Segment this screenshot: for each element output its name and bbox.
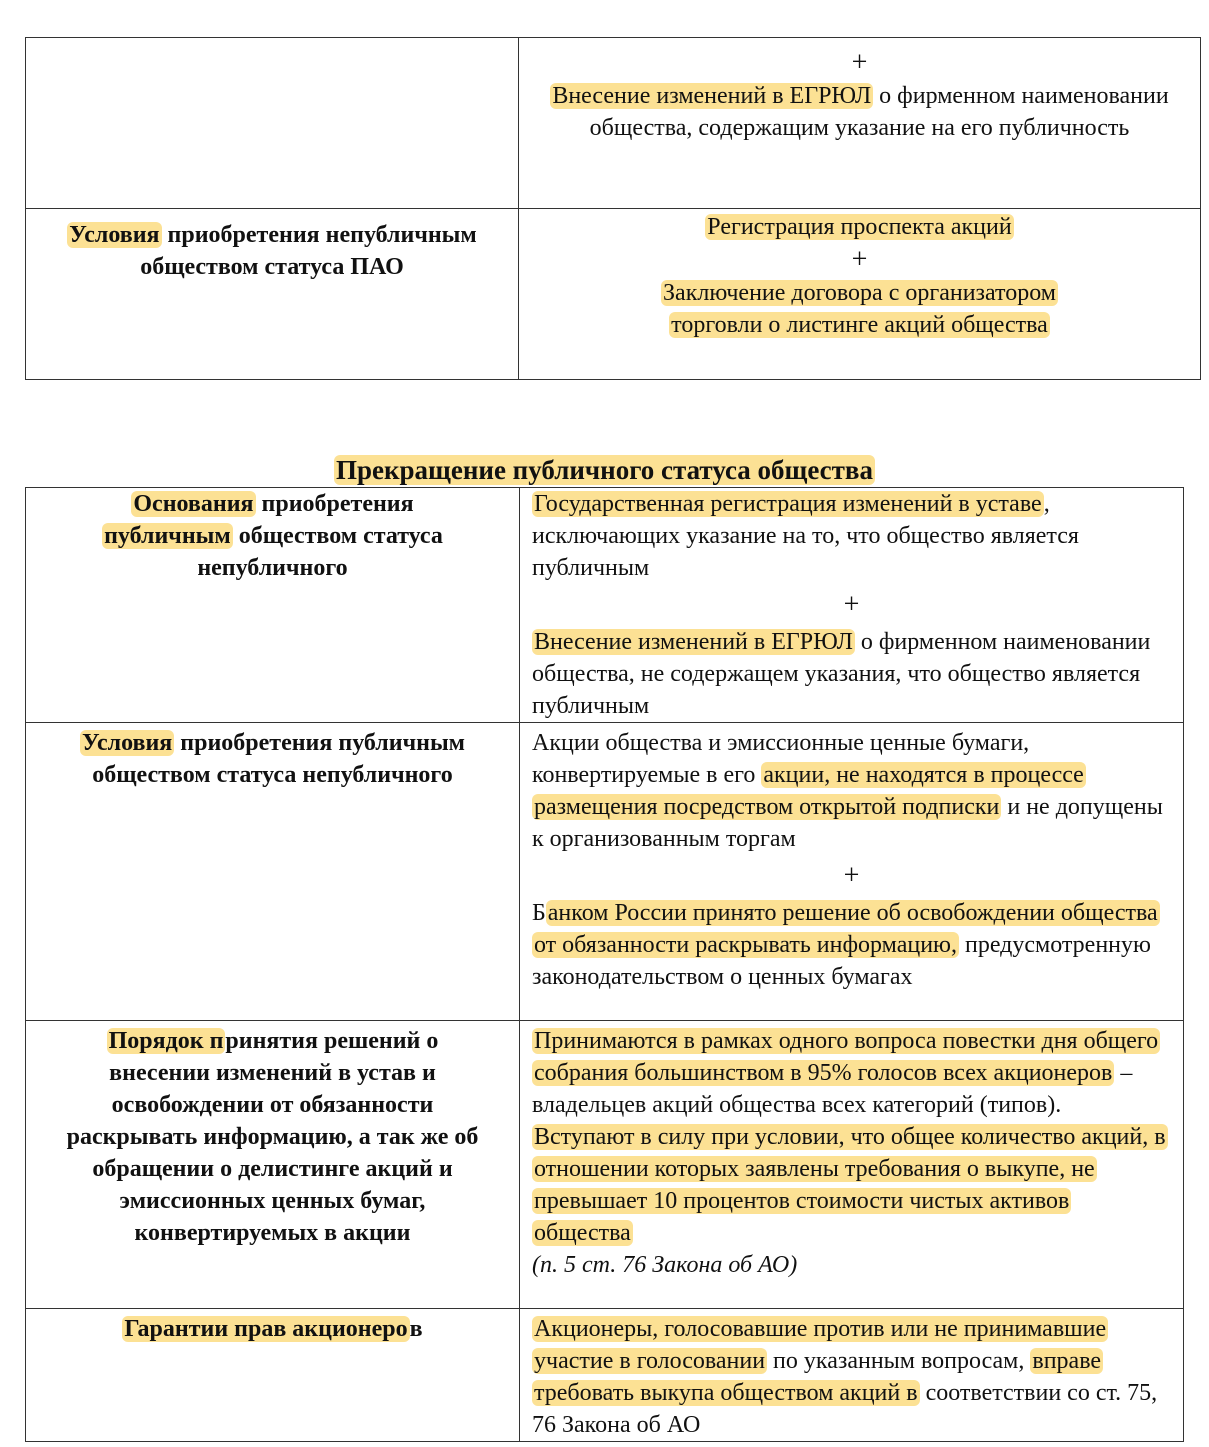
highlighted-text: Порядок п (108, 1028, 224, 1054)
cell-text: предусмотренную законодательством о ценных бумагах (532, 932, 1151, 990)
table-row (26, 1021, 1184, 1309)
table-row (26, 38, 1201, 209)
cell-text: – владельцев акций общества всех категорий (типов). (532, 1060, 1133, 1118)
cell-text: Б (532, 900, 546, 926)
cell-text: по указанным вопросам, (767, 1348, 1031, 1374)
cell-text: , исключающих указание на то, что общество является публичным (532, 491, 1079, 581)
plus-sign: + (851, 47, 868, 78)
table-cell (519, 209, 1201, 380)
cell-text: в (409, 1316, 423, 1342)
cell-text: ринятия решений о внесении изменений в устав и освобождении от обязанности раскрывать информацию, а так же об обращении о делистинге акций и эмиссионных ценных бумаг, конвертируемых в акции (66, 1028, 479, 1246)
table-cell (520, 1309, 1184, 1442)
plus-sign: + (851, 244, 868, 275)
section-title (0, 452, 1209, 488)
cell-text: соответствии со ст. 75, 76 Закона об АО (532, 1380, 1158, 1438)
cell-text: обществом статуса непубличного (197, 523, 443, 581)
highlighted-text: Вступают в силу при условии, что общее количество акций, в отношении которых заявлены требования о выкупе, не превышает 10 процентов стоимости чистых активов общества (534, 1124, 1166, 1246)
table-cell (26, 488, 520, 723)
highlighted-text: Гарантии прав акционеро (124, 1316, 408, 1342)
cell-text: и не допущены к организованным торгам (532, 794, 1163, 852)
table-row (26, 1309, 1184, 1442)
cell-text: о фирменном наименовании общества, содержащим указание на его публичность (589, 83, 1169, 141)
table-cell (520, 1021, 1184, 1309)
highlighted-text: акции, не находятся в процессе размещения посредством открытой подписки (534, 762, 1084, 820)
table-cell-empty (26, 38, 519, 209)
highlighted-text: Акционеры, голосовавшие против или не принимавшие участие в голосовании (534, 1316, 1107, 1374)
table-cell (520, 723, 1184, 1021)
highlighted-text: Условия (81, 730, 173, 756)
table-row (26, 488, 1184, 723)
table-cell (26, 209, 519, 380)
cell-text: приобретения публичным обществом статуса непубличного (92, 730, 466, 788)
table-row (26, 723, 1184, 1021)
cell-text: о фирменном наименовании общества, не содержащем указания, что общество является публичным (532, 629, 1151, 719)
plus-sign: + (843, 589, 860, 620)
highlighted-text: публичным (104, 523, 231, 549)
law-reference: (п. 5 ст. 76 Закона об АО) (532, 1252, 798, 1278)
plus-sign: + (843, 860, 860, 891)
highlighted-text: Основания (133, 491, 254, 517)
highlighted-text: Внесение изменений в ЕГРЮЛ (534, 629, 853, 655)
cell-text: приобретения непубличным обществом статуса ПАО (140, 222, 477, 280)
highlighted-text: Принимаются в рамках одного вопроса повестки дня общего собрания большинством в 95% голосов всех акционеров (534, 1028, 1159, 1086)
highlighted-text: Заключение договора с организатором торговли о листинге акций общества (663, 280, 1056, 338)
table-cell (520, 488, 1184, 723)
table-row (26, 209, 1201, 380)
cell-text: приобретения (255, 491, 414, 517)
highlighted-text: Условия (69, 222, 160, 248)
top-table (25, 37, 1201, 380)
highlighted-text: анком России принято решение об освобождении общества от обязанности раскрывать информацию, (534, 900, 1158, 958)
table-cell (26, 723, 520, 1021)
highlighted-text: Государственная регистрация изменений в уставе (534, 491, 1042, 517)
table-cell (519, 38, 1201, 209)
table-cell (26, 1021, 520, 1309)
table-cell (26, 1309, 520, 1442)
highlighted-text: Внесение изменений в ЕГРЮЛ (552, 83, 872, 109)
cell-text: Акции общества и эмиссионные ценные бумаги, конвертируемые в его (532, 730, 1030, 788)
section-title-text: Прекращение публичного статуса общества (335, 455, 873, 485)
termination-table (25, 487, 1184, 1442)
highlighted-text: вправе требовать выкупа обществом акций в (534, 1348, 1102, 1406)
highlighted-text: Регистрация проспекта акций (707, 214, 1012, 240)
